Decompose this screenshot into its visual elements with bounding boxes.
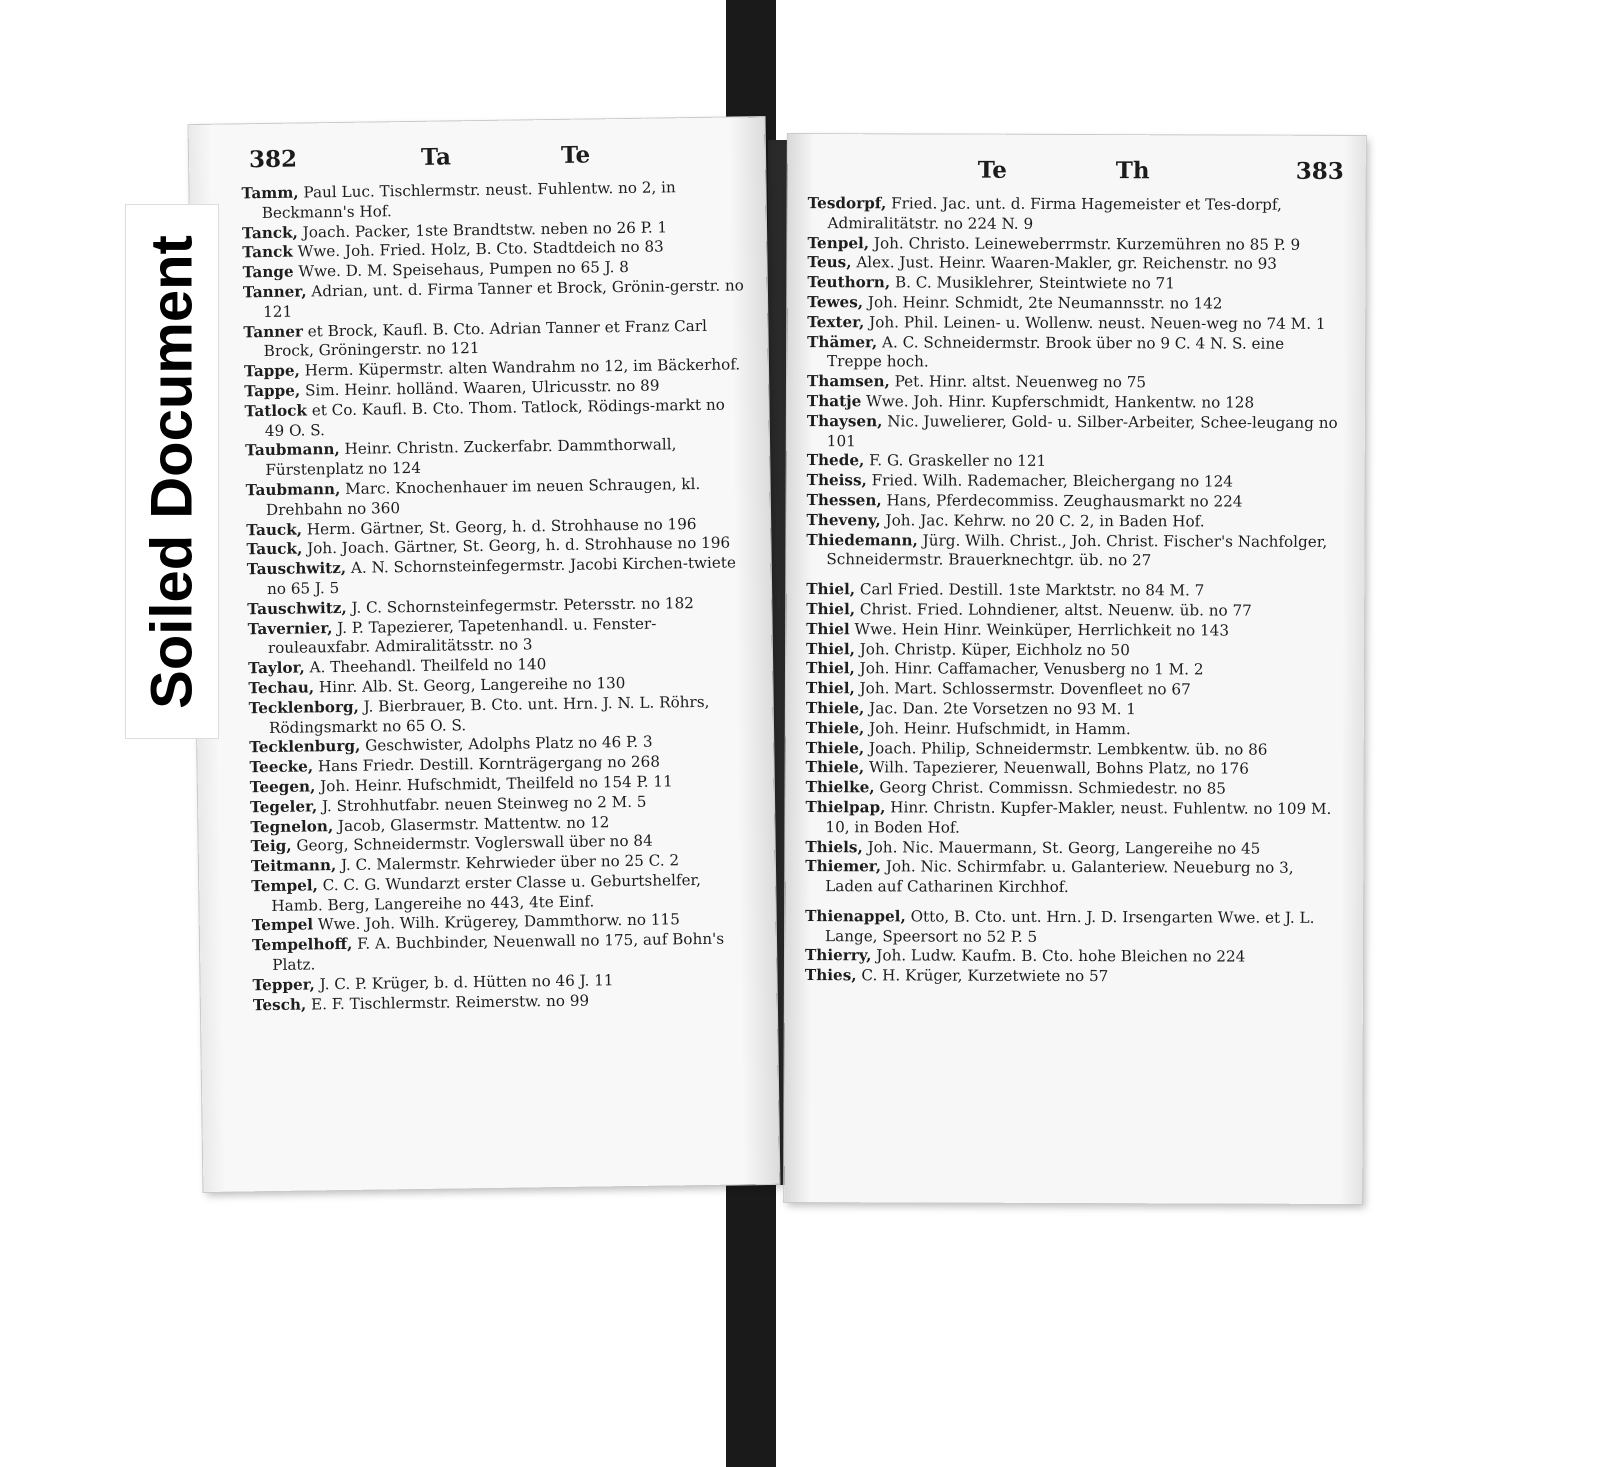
- entry-details: Joh. Hinr. Caffamacher, Venusberg no 1 M. 2: [854, 659, 1204, 679]
- entry-surname: Teig,: [250, 837, 292, 856]
- entry-surname: Tappe,: [244, 381, 301, 401]
- entry-details: A. N. Schornsteinfegermstr. Jacobi Kirchen-twiete no 65 J. 5: [266, 553, 737, 598]
- entry-details: Adrian, unt. d. Firma Tanner et Brock, Grönin-gerstr. no 121: [263, 276, 745, 321]
- entry-surname: Tanck,: [241, 223, 299, 242]
- directory-entry: [807, 451, 1341, 473]
- entry-details: Georg, Schneidermstr. Voglerswall über no 84: [291, 831, 653, 856]
- entry-details: Joh. Jac. Kehrw. no 20 C. 2, in Baden Hof.: [880, 511, 1205, 531]
- entry-surname: Thiedemann,: [806, 530, 918, 549]
- entry-surname: Tenpel,: [807, 233, 870, 252]
- entry-details: Herm. Gärtner, St. Georg, h. d. Strohhause no 196: [301, 514, 697, 539]
- entry-details: Paul Luc. Tischlermstr. neust. Fuhlentw. no 2, in Beckmann's Hof.: [261, 178, 676, 222]
- entry-details: Fried. Wilh. Rademacher, Bleichergang no 124: [866, 471, 1233, 491]
- directory-entry: [806, 600, 1340, 622]
- entry-details: Joh. Nic. Schirmfabr. u. Galanteriew. Neueburg no 3, Laden auf Catharinen Kirchhof.: [825, 857, 1294, 897]
- entry-details: Marc. Knochenhauer im neuen Schraugen, kl. Drehbahn no 360: [265, 474, 701, 519]
- entry-surname: Teuthorn,: [807, 273, 891, 292]
- entry-surname: Tesch,: [252, 995, 307, 1014]
- directory-entry: [807, 293, 1341, 315]
- directory-entry: [806, 620, 1340, 642]
- running-head-ta: Ta: [420, 143, 452, 171]
- running-head-th: Th: [1115, 157, 1150, 185]
- entry-details: Joh. Christp. Küper, Eichholz no 50: [854, 639, 1130, 659]
- entry-details: Alex. Just. Heinr. Waaren-Makler, gr. Reichenstr. no 93: [851, 253, 1277, 274]
- entry-surname: Thiel,: [805, 679, 855, 698]
- entry-details: Joh. Heinr. Schmidt, 2te Neumannsstr. no 142: [863, 293, 1223, 313]
- entry-details: Jacob, Glasermstr. Mattentw. no 12: [333, 812, 610, 835]
- directory-entry: [806, 580, 1340, 602]
- soiled-document-label-text: Soiled Document: [139, 235, 205, 709]
- entry-details: E. F. Tischlermstr. Reimerstw. no 99: [306, 991, 590, 1014]
- directory-entry: [807, 313, 1341, 335]
- right-entry-list: [805, 194, 1342, 988]
- directory-entry: [249, 692, 754, 739]
- entry-surname: Thämer,: [807, 332, 878, 351]
- entry-surname: Thiel,: [806, 580, 856, 599]
- entry-surname: Tewes,: [807, 293, 864, 312]
- entry-details: Joh. Ludw. Kaufm. B. Cto. hohe Bleichen no 224: [871, 946, 1246, 967]
- entry-details: Heinr. Christn. Zuckerfabr. Dammthorwall, Fürstenplatz no 124: [265, 435, 677, 480]
- entry-surname: Thiel,: [805, 659, 855, 678]
- entry-details: Hinr. Christn. Kupfer-Makler, neust. Fuhlentw. no 109 M. 10, in Boden Hof.: [825, 798, 1332, 837]
- entry-surname: Thies,: [804, 966, 857, 985]
- entry-surname: Thiel,: [806, 639, 855, 658]
- entry-details: J. C. Malermstr. Kehrwieder über no 25 C. 2: [336, 851, 680, 875]
- directory-entry: [243, 316, 748, 363]
- directory-entry: [807, 253, 1341, 275]
- entry-surname: Tesdorpf,: [807, 194, 887, 213]
- entry-details: Wwe. Joh. Hinr. Kupferschmidt, Hankentw. no 128: [861, 392, 1255, 412]
- directory-entry: [805, 798, 1339, 839]
- directory-entry: [805, 947, 1339, 969]
- directory-entry: [807, 471, 1341, 493]
- entry-details: Fried. Jac. unt. d. Firma Hagemeister et Tes-dorpf, Admiralitätstr. no 224 N. 9: [827, 194, 1282, 233]
- entry-surname: Thiel,: [806, 599, 856, 619]
- entry-details: Georg Christ. Commissn. Schmiedestr. no 85: [874, 778, 1226, 798]
- directory-entry: [807, 392, 1341, 414]
- directory-entry: [806, 699, 1340, 721]
- entry-details: Hans, Pferdecommiss. Zeughausmarkt no 224: [881, 491, 1243, 511]
- entry-details: B. C. Musiklehrer, Steintwiete no 71: [890, 273, 1175, 293]
- directory-entry: [806, 679, 1340, 701]
- entry-details: Jac. Dan. 2te Vorsetzen no 93 M. 1: [864, 699, 1137, 719]
- entry-details: Sim. Heinr. holländ. Waaren, Ulricusstr. no 89: [300, 376, 660, 400]
- directory-entry: [806, 659, 1340, 681]
- directory-entry: [805, 838, 1339, 860]
- entry-surname: Tegnelon,: [250, 816, 334, 836]
- directory-entry: [806, 640, 1340, 662]
- entry-surname: Tappe,: [243, 361, 301, 381]
- directory-entry: [247, 613, 752, 660]
- entry-details: Joach. Packer, 1ste Brandtstw. neben no 26 P. 1: [297, 217, 668, 242]
- entry-surname: Thienappel,: [805, 906, 906, 926]
- directory-entry: [806, 739, 1340, 761]
- entry-details: J. C. Schornsteinfegermstr. Petersstr. no 182: [346, 593, 694, 617]
- entry-surname: Thessen,: [806, 491, 882, 510]
- entry-surname: Tamm,: [241, 183, 299, 203]
- entry-surname: Tempel: [251, 915, 314, 935]
- entry-surname: Tatlock: [244, 401, 308, 421]
- directory-entry: [806, 531, 1340, 572]
- entry-surname: Theiss,: [806, 471, 867, 490]
- entry-surname: Thiele,: [805, 738, 865, 757]
- page-number-right: 383: [1295, 157, 1344, 185]
- right-page: [784, 134, 1366, 1204]
- entry-surname: Tanck: [242, 243, 294, 262]
- directory-entry: [806, 719, 1340, 741]
- running-head-te: Te: [977, 156, 1007, 184]
- entry-details: Wwe. D. M. Speisehaus, Pumpen no 65 J. 8: [293, 258, 630, 281]
- entry-surname: Thiel: [806, 619, 850, 638]
- left-entry-list: [241, 177, 757, 1015]
- entry-details: J. Bierbrauer, B. Cto. unt. Hrn. J. N. L. Röhrs, Rödingsmarkt no 65 O. S.: [268, 692, 710, 737]
- entry-surname: Tauck,: [246, 539, 303, 559]
- directory-entry: [807, 333, 1341, 374]
- entry-surname: Tempelhoff,: [251, 935, 353, 955]
- entry-details: Joh. Phil. Leinen- u. Wollenw. neust. Neuen-weg no 74 M. 1: [864, 313, 1326, 333]
- entry-details: Joh. Heinr. Hufschmidt, in Hamm.: [864, 718, 1131, 738]
- entry-surname: Thiele,: [805, 718, 865, 737]
- directory-entry: [806, 778, 1340, 800]
- entry-details: J. P. Tapezierer, Tapetenhandl. u. Fenster-rouleauxfabr. Admiralitätsstr. no 3: [267, 614, 657, 658]
- entry-surname: Thielke,: [805, 778, 875, 797]
- entry-details: Otto, B. Cto. unt. Hrn. J. D. Irsengarten Wwe. et J. L. Lange, Speersort no 52 P. 5: [825, 907, 1315, 946]
- entry-details: J. C. P. Krüger, b. d. Hütten no 46 J. 11: [314, 971, 614, 994]
- right-page-header: [810, 148, 1344, 190]
- entry-details: F. A. Buchbinder, Neuenwall no 175, auf Bohn's Platz.: [272, 929, 725, 975]
- entry-surname: Teitmann,: [250, 856, 337, 876]
- directory-entry: [805, 857, 1339, 898]
- entry-surname: Tegeler,: [249, 797, 318, 816]
- entry-details: Joh. Heinr. Hufschmidt, Theilfeld no 154 P. 11: [315, 772, 673, 796]
- entry-surname: Tecklenburg,: [249, 737, 361, 757]
- directory-entry: [251, 870, 756, 917]
- entry-details: F. G. Graskeller no 121: [864, 451, 1047, 471]
- entry-details: Geschwister, Adolphs Platz no 46 P. 3: [360, 732, 653, 756]
- entry-details: Joach. Philip, Schneidermstr. Lembkentw. üb. no 86: [864, 738, 1268, 759]
- directory-entry: [807, 491, 1341, 513]
- entry-surname: Taubmann,: [245, 440, 340, 460]
- entry-details: Jürg. Wilh. Christ., Joh. Christ. Fischer's Nachfolger, Schneidermstr. Brauerknechtgr. üb. no 27: [826, 530, 1328, 570]
- entry-surname: Tauck,: [246, 520, 303, 539]
- entry-surname: Tecklenborg,: [248, 697, 359, 718]
- entry-details: Wwe. Hein Hinr. Weinküper, Herrlichkeit no 143: [849, 619, 1230, 640]
- entry-details: Wilh. Tapezierer, Neuenwall, Bohns Platz, no 176: [864, 758, 1249, 778]
- directory-entry: [805, 966, 1339, 988]
- entry-surname: Thiele,: [805, 758, 865, 777]
- directory-entry: [246, 474, 751, 521]
- entry-surname: Tempel,: [251, 876, 318, 896]
- entry-details: C. H. Krüger, Kurzetwiete no 57: [856, 966, 1109, 986]
- entry-surname: Theveny,: [806, 510, 881, 530]
- entry-surname: Teecke,: [249, 757, 314, 777]
- entry-details: A. Theehandl. Theilfeld no 140: [304, 655, 547, 677]
- entry-surname: Tange: [242, 262, 294, 282]
- entry-surname: Taubmann,: [245, 479, 341, 500]
- directory-entry: [808, 194, 1342, 235]
- left-page: [189, 117, 780, 1192]
- entry-surname: Thamsen,: [806, 372, 890, 391]
- directory-entry: [247, 553, 752, 600]
- entry-surname: Tanner: [243, 322, 304, 341]
- entry-details: Pet. Hinr. altst. Neuenweg no 75: [889, 372, 1147, 392]
- entry-surname: Thierry,: [804, 946, 872, 965]
- entry-surname: Teegen,: [249, 777, 316, 797]
- entry-surname: Tanner,: [242, 282, 307, 302]
- entry-details: Carl Fried. Destill. 1ste Marktstr. no 84 M. 7: [855, 580, 1205, 600]
- entry-surname: Thiels,: [805, 837, 863, 856]
- left-page-header: [249, 131, 742, 178]
- directory-entry: [245, 435, 750, 482]
- directory-entry: [244, 395, 749, 442]
- directory-entry: [806, 758, 1340, 780]
- entry-surname: Thielpap,: [805, 797, 886, 817]
- entry-details: Joh. Nic. Mauermann, St. Georg, Langereihe no 45: [862, 837, 1261, 858]
- entry-details: Nic. Juwelierer, Gold- u. Silber-Arbeiter, Schee-leugang no 101: [826, 412, 1338, 450]
- directory-entry: [243, 276, 748, 323]
- entry-details: et Brock, Kaufl. B. Cto. Adrian Tanner et Franz Carl Brock, Gröningerstr. no 121: [263, 316, 708, 361]
- entry-surname: Taylor,: [248, 658, 305, 678]
- directory-entry: [807, 372, 1341, 394]
- entry-details: Christ. Fried. Lohndiener, altst. Neuenw. üb. no 77: [855, 600, 1252, 620]
- entry-details: J. Strohhutfabr. neuen Steinweg no 2 M. 5: [317, 792, 647, 816]
- directory-entry: [807, 234, 1341, 256]
- entry-details: Hans Friedr. Destill. Kornträgergang no 268: [313, 752, 661, 776]
- entry-details: Wwe. Joh. Fried. Holz, B. Cto. Stadtdeich no 83: [292, 237, 664, 262]
- entry-details: A. C. Schneidermstr. Brook über no 9 C. 4 N. S. eine Treppe hoch.: [827, 332, 1285, 371]
- running-head-te: Te: [560, 141, 591, 169]
- entry-details: Joh. Joach. Gärtner, St. Georg, h. d. Strohhause no 196: [302, 533, 731, 558]
- entry-details: C. C. G. Wundarzt erster Classe u. Geburtshelfer, Hamb. Berg, Langereihe no 443, 4te Einf.: [271, 870, 702, 915]
- directory-entry: [252, 930, 757, 977]
- entry-surname: Thatje: [806, 392, 862, 411]
- entry-details: Wwe. Joh. Wilh. Krügerey, Dammthorw. no 115: [312, 910, 680, 934]
- entry-surname: Tepper,: [252, 975, 316, 995]
- entry-details: Hinr. Alb. St. Georg, Langereihe no 130: [314, 673, 626, 697]
- entry-surname: Tauschwitz,: [247, 598, 347, 619]
- page-number-left: 382: [248, 145, 298, 174]
- entry-surname: Techau,: [248, 678, 315, 698]
- entry-surname: Tavernier,: [247, 618, 333, 638]
- entry-details: Herm. Küpermstr. alten Wandrahm no 12, im Bäckerhof.: [299, 355, 741, 380]
- entry-surname: Texter,: [807, 312, 865, 332]
- directory-entry: [807, 273, 1341, 295]
- entry-details: Joh. Christo. Leineweberrmstr. Kurzemühren no 85 P. 9: [869, 233, 1301, 254]
- directory-entry: [241, 177, 746, 224]
- entry-details: Joh. Mart. Schlossermstr. Dovenfleet no 67: [854, 679, 1191, 699]
- entry-surname: Thiemer,: [805, 857, 882, 876]
- entry-surname: Teus,: [807, 253, 852, 272]
- directory-entry: [807, 412, 1341, 453]
- directory-entry: [805, 907, 1339, 948]
- directory-entry: [806, 511, 1340, 533]
- entry-details: et Co. Kaufl. B. Cto. Thom. Tatlock, Rödings-markt no 49 O. S.: [264, 395, 725, 440]
- entry-surname: Thede,: [806, 451, 865, 470]
- entry-surname: Thaysen,: [806, 411, 883, 431]
- entry-surname: Thiele,: [805, 698, 865, 718]
- entry-surname: Tauschwitz,: [246, 559, 347, 579]
